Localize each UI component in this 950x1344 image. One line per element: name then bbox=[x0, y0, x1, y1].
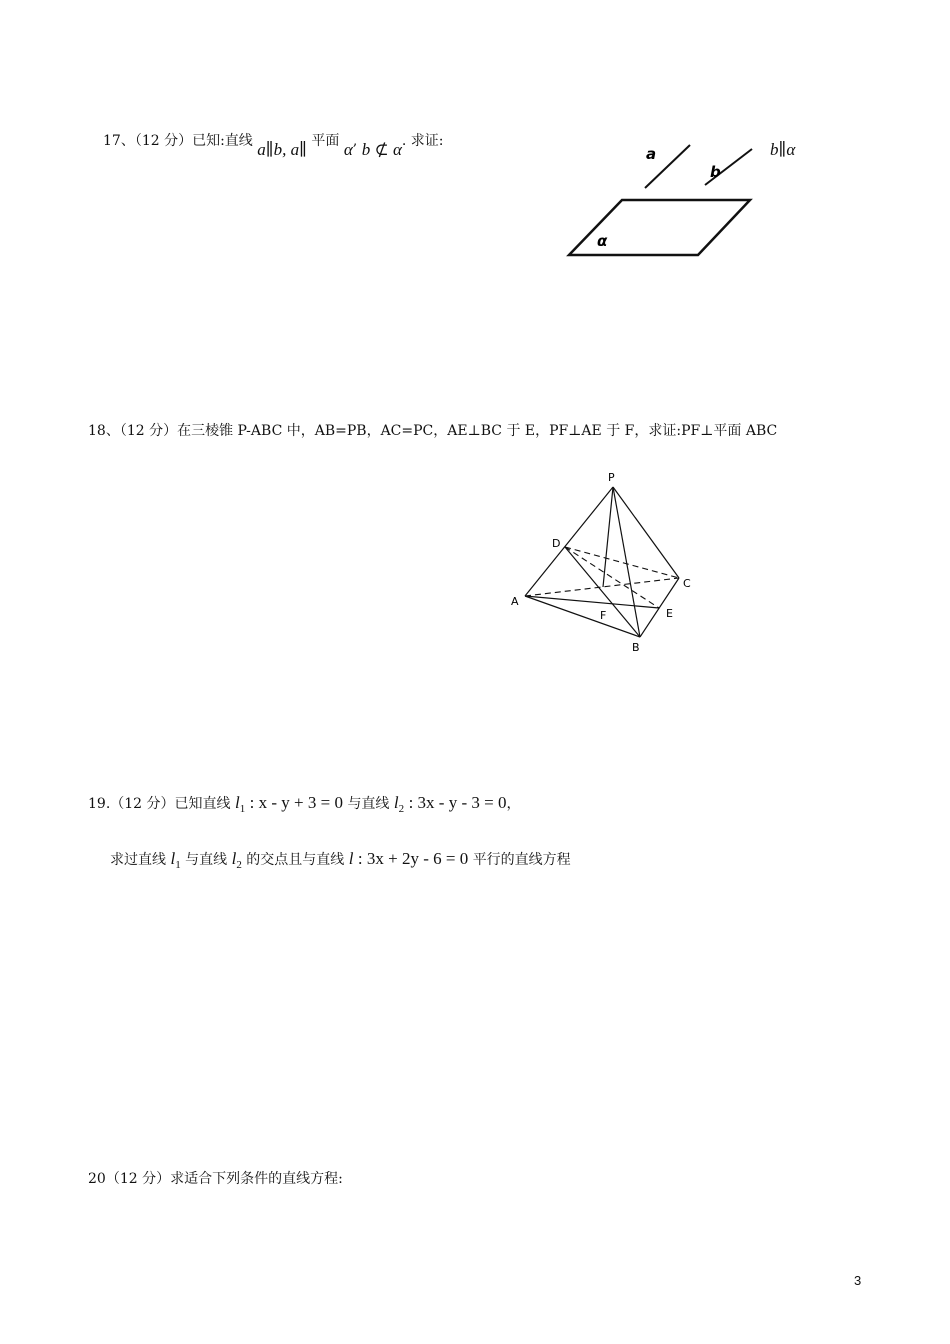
q17-b-not-in-plane: b ⊄ α bbox=[361, 140, 402, 159]
label-C: C bbox=[683, 577, 691, 590]
segment-DC-hidden bbox=[565, 547, 679, 578]
label-E: E bbox=[666, 607, 673, 620]
q19-l2-ref: $l_2$ bbox=[231, 849, 242, 871]
q19-l2-equation: : 3x - y - 3 = 0 bbox=[408, 793, 507, 812]
q20-text: 20（12 分）求适合下列条件的直线方程: bbox=[88, 1171, 343, 1187]
q19-line2-b: 与直线 bbox=[185, 852, 228, 868]
q19-end: ， bbox=[506, 796, 521, 812]
label-A: A bbox=[511, 595, 519, 608]
q19-line2-a: 求过直线 bbox=[110, 852, 166, 868]
q19-line1 bbox=[88, 793, 520, 813]
q19-l2: $l_2$ bbox=[393, 793, 405, 815]
q19-mid: 与直线 bbox=[347, 796, 390, 812]
q19-l1: $l_1$ bbox=[234, 793, 246, 815]
q19-l1-equation: : x - y + 3 = 0 bbox=[249, 793, 343, 812]
q19-line2-d: 平行的直线方程 bbox=[472, 852, 571, 868]
q19-l1-ref: $l_1$ bbox=[170, 849, 181, 871]
page-number: 3 bbox=[854, 1273, 862, 1288]
segment-DE-hidden bbox=[565, 547, 659, 608]
label-P: P bbox=[608, 471, 615, 484]
label-b: b bbox=[710, 163, 721, 181]
q18-figure bbox=[505, 465, 695, 660]
q17-figure bbox=[560, 135, 760, 265]
segment-AE bbox=[525, 596, 659, 608]
edge-PC bbox=[613, 487, 679, 578]
label-plane: α bbox=[597, 232, 608, 250]
q19-line2-c: 的交点且与直线 bbox=[246, 852, 345, 868]
q19-l: l bbox=[348, 849, 354, 868]
q19-line2 bbox=[110, 849, 571, 869]
label-a: a bbox=[646, 145, 657, 163]
q17-prefix: 17、（12 分）已知:直线 bbox=[103, 133, 253, 149]
label-D: D bbox=[552, 537, 561, 550]
q17-separator: , bbox=[352, 133, 358, 149]
label-F: F bbox=[600, 609, 607, 622]
edge-PB bbox=[613, 487, 640, 637]
edge-CB bbox=[640, 578, 679, 637]
segment-PF bbox=[603, 487, 613, 587]
q17-plane-word: 平面 bbox=[311, 133, 340, 149]
q17-condition: a∥b, a∥ bbox=[257, 140, 307, 159]
q17-prove: . 求证: bbox=[401, 133, 444, 149]
q17-conclusion: b∥α bbox=[770, 140, 796, 159]
q19-prefix: 19.（12 分）已知直线 bbox=[88, 796, 231, 812]
label-B: B bbox=[632, 641, 640, 654]
q17-alpha: α bbox=[343, 140, 353, 159]
q18-text: 18、（12 分）在三棱锥 P-ABC 中，AB=PB，AC=PC，AE⊥BC 于 E，PF⊥AE 于 F，求证:PF⊥平面 ABC bbox=[88, 423, 778, 439]
edge-AC-hidden bbox=[525, 578, 679, 596]
edge-PA bbox=[525, 487, 613, 596]
q19-l-equation: : 3x + 2y - 6 = 0 bbox=[357, 849, 469, 868]
q17-line bbox=[103, 130, 444, 159]
